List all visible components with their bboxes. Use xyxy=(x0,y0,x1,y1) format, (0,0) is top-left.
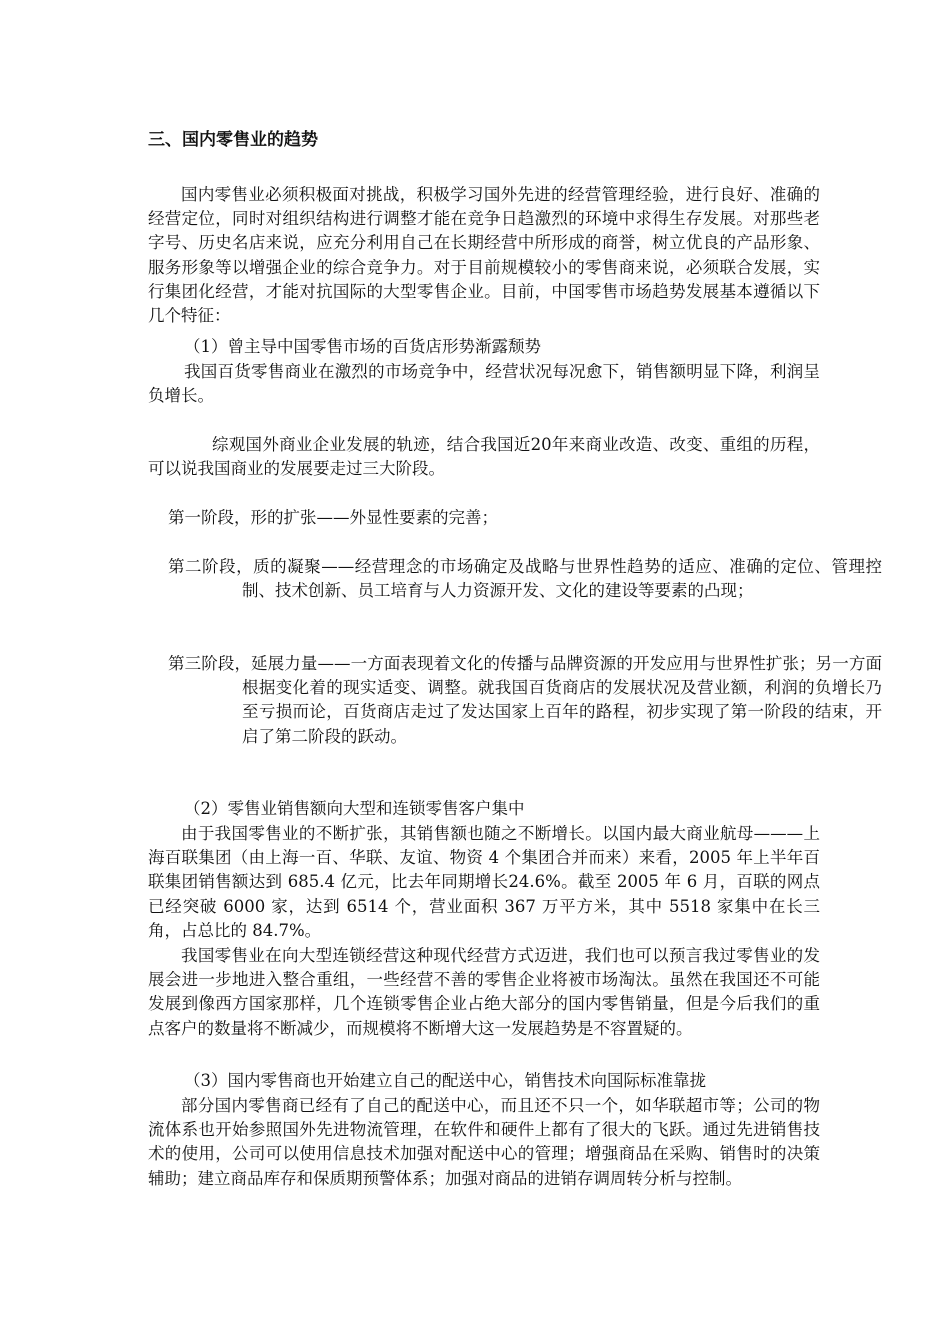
subsection-2-title: （2）零售业销售额向大型和连锁零售客户集中 xyxy=(184,799,525,818)
subsection-2-body-2: 我国零售业在向大型连锁经营这种现代经营方式迈进，我们也可以预言我过零售业的发展会进一步地进入整合重组，一些经营不善的零售企业将被市场淘汰。虽然在我国还不可能发展到像西方国家那样，几个连锁零售企业占绝大部分的国内零售销量，但是今后我们的重点客户的数量将不断减少，而规模将不断增大这一发展趋势是不容置疑的。 xyxy=(148,946,820,1038)
overview-paragraph: 综观国外商业企业发展的轨迹，结合我国近20年来商业改造、改变、重组的历程，可以说我国商业的发展要走过三大阶段。 xyxy=(148,435,820,479)
subsection-3-title: （3）国内零售商也开始建立自己的配送中心，销售技术向国际标准靠拢 xyxy=(184,1071,706,1090)
stage-1: 第一阶段，形的扩张——外显性要素的完善； xyxy=(168,508,498,527)
stage-3: 第三阶段，延展力量——一方面表现着文化的传播与品牌资源的开发应用与世界性扩张；另一方面根据变化着的现实适变、调整。就我国百货商店的发展状况及营业额，利润的负增长乃至亏损而论，百货商店走过了发达国家上百年的路程，初步实现了第一阶段的结束，开启了第二阶段的跃动。 xyxy=(168,654,882,746)
subsection-2-body-1: 由于我国零售业的不断扩张，其销售额也随之不断增长。以国内最大商业航母———上海百联集团（由上海一百、华联、友谊、物资 4 个集团合并而来）来看，2005 年上半年百联集团销售额达到 685.4 亿元，比去年同期增长24.6%。截至 2005 年 6 月，百联的网点已经突破 6000 家，达到 6514 个，营业面积 367 万平方米，其中 5518 家集中在长三角，占总比的 84.7%。 xyxy=(148,824,820,940)
subsection-1-title: （1）曾主导中国零售市场的百货店形势渐露颓势 xyxy=(184,337,541,356)
subsection-1-body: 我国百货零售商业在激烈的市场竞争中，经营状况每况愈下，销售额明显下降，利润呈负增长。 xyxy=(148,362,820,406)
stage-2: 第二阶段，质的凝聚——经营理念的市场确定及战略与世界性趋势的适应、准确的定位、管理控制、技术创新、员工培育与人力资源开发、文化的建设等要素的凸现； xyxy=(168,557,882,601)
subsection-3-body: 部分国内零售商已经有了自己的配送中心，而且还不只一个，如华联超市等；公司的物流体系也开始参照国外先进物流管理，在软件和硬件上都有了很大的飞跃。通过先进销售技术的使用，公司可以使用信息技术加强对配送中心的管理；增强商品在采购、销售时的决策辅助；建立商品库存和保质期预警体系；加强对商品的进销存调周转分析与控制。 xyxy=(148,1096,820,1188)
intro-paragraph: 国内零售业必须积极面对挑战，积极学习国外先进的经营管理经验，进行良好、准确的经营定位，同时对组织结构进行调整才能在竞争日趋激烈的环境中求得生存发展。对那些老字号、历史名店来说，应充分利用自己在长期经营中所形成的商誉，树立优良的产品形象、服务形象等以增强企业的综合竞争力。对于目前规模较小的零售商来说，必须联合发展，实行集团化经营，才能对抗国际的大型零售企业。目前，中国零售市场趋势发展基本遵循以下几个特征： xyxy=(148,185,820,326)
section-heading: 三、国内零售业的趋势 xyxy=(148,130,318,150)
